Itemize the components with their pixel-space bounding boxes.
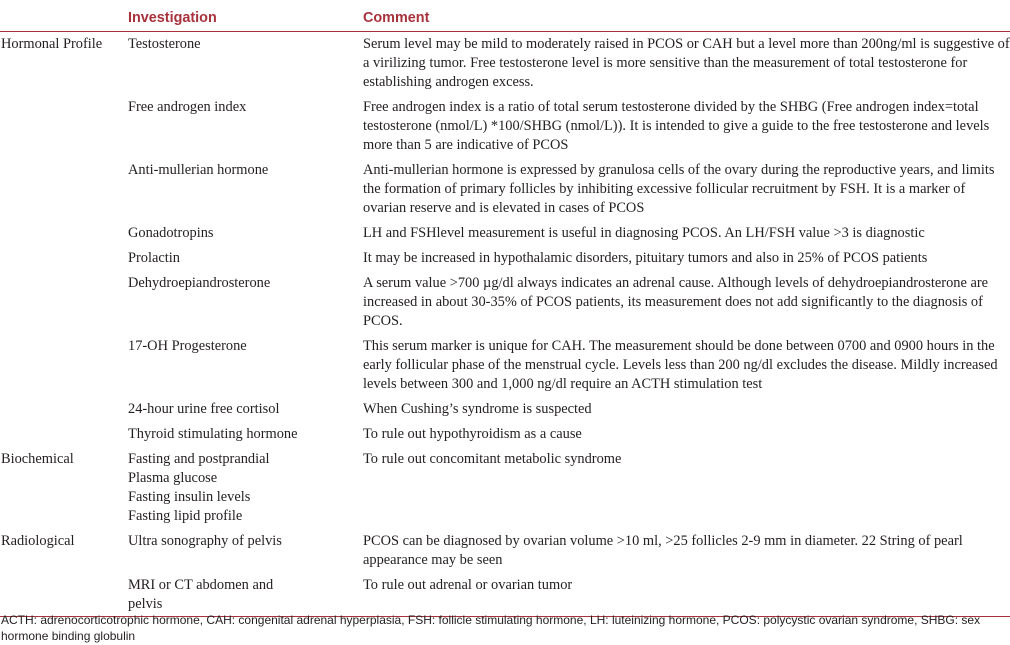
investigation-cell	[128, 573, 363, 617]
category-cell	[0, 158, 128, 221]
investigation-line: Thyroid stimulating hormone	[128, 426, 298, 442]
table-row	[0, 447, 1010, 529]
category-cell	[0, 221, 128, 246]
table-row	[0, 221, 1010, 246]
investigation-cell	[128, 221, 363, 246]
footnote: ACTH: adrenocorticotrophic hormone, CAH: congenital adrenal hyperplasia, FSH: follicle stimulating hormone, LH: luteinizing hormone, PCOS: polycystic ovarian syndrome, SHBG: sex hormone binding globulin	[1, 613, 981, 643]
investigation-line: Ultra sonography of pelvis	[128, 533, 282, 549]
comment-cell: A serum value >700 µg/dl always indicates an adrenal cause. Although levels of dehydroepiandrosterone are increased in about 30-35% of PCOS patients, its measurement does not add significantly to the diagnosis of PCOS.	[363, 275, 989, 329]
table-body	[0, 32, 1010, 617]
investigation-line: Free androgen index	[128, 99, 247, 115]
category-cell	[0, 246, 128, 271]
investigation-line: Gonadotropins	[128, 225, 214, 241]
comment-cell: When Cushing’s syndrome is suspected	[363, 401, 592, 417]
table-header-row	[0, 6, 1010, 32]
investigation-cell	[128, 95, 363, 158]
category-cell	[0, 95, 128, 158]
investigation-line: Prolactin	[128, 250, 180, 266]
comment-cell: Serum level may be mild to moderately raised in PCOS or CAH but a level more than 200ng/ml is suggestive of a virilizing tumor. Free testosterone level is more sensitive than the measurement of total testosterone for establishing androgen excess.	[363, 36, 1010, 90]
category-cell	[0, 271, 128, 334]
category-cell	[0, 422, 128, 447]
table-row	[0, 573, 1010, 617]
table-row	[0, 158, 1010, 221]
investigation-line: Anti-mullerian hormone	[128, 162, 269, 178]
category-cell: Radiological	[1, 533, 75, 549]
table-row	[0, 32, 1010, 96]
comment-cell: PCOS can be diagnosed by ovarian volume >10 ml, >25 follicles 2-9 mm in diameter. 22 String of pearl appearance may be seen	[363, 533, 963, 568]
investigation-line: Testosterone	[128, 36, 201, 52]
table-row	[0, 334, 1010, 397]
table-row	[0, 422, 1010, 447]
table-row	[0, 529, 1010, 573]
comment-cell: To rule out adrenal or ovarian tumor	[363, 573, 1010, 617]
investigation-line: Fasting insulin levels	[128, 489, 251, 505]
table-row	[0, 271, 1010, 334]
investigation-cell	[128, 271, 363, 334]
comment-cell: It may be increased in hypothalamic disorders, pituitary tumors and also in 25% of PCOS patients	[363, 250, 928, 266]
category-cell	[0, 334, 128, 397]
table-row	[0, 95, 1010, 158]
header-category	[0, 6, 128, 32]
investigation-line: MRI or CT abdomen and	[128, 577, 274, 593]
investigation-cell	[128, 32, 363, 96]
comment-cell: To rule out concomitant metabolic syndrome	[363, 451, 622, 467]
comment-cell: This serum marker is unique for CAH. The measurement should be done between 0700 and 0900 hours in the early follicular phase of the menstrual cycle. Levels less than 200 ng/dl excludes the disease. Mildly increased levels between 300 and 1,000 ng/dl require an ACTH stimulation test	[363, 338, 998, 392]
investigation-cell	[128, 397, 363, 422]
investigation-line: 17-OH Progesterone	[128, 338, 247, 354]
investigation-line: Fasting lipid profile	[128, 508, 243, 524]
category-cell: Biochemical	[1, 451, 74, 467]
investigation-line: 24-hour urine free cortisol	[128, 401, 280, 417]
table-row	[0, 246, 1010, 271]
investigation-cell	[128, 529, 363, 573]
investigation-line: Fasting and postprandial	[128, 451, 270, 467]
category-cell: Hormonal Profile	[1, 36, 103, 52]
category-cell	[0, 573, 128, 617]
investigation-cell	[128, 334, 363, 397]
header-investigation: Investigation	[128, 6, 363, 32]
investigation-cell	[128, 447, 363, 529]
investigation-cell	[128, 246, 363, 271]
table-row	[0, 397, 1010, 422]
investigation-cell	[128, 158, 363, 221]
header-comment: Comment	[363, 6, 1010, 32]
investigation-line: Dehydroepiandrosterone	[128, 275, 271, 291]
comment-cell: LH and FSHlevel measurement is useful in diagnosing PCOS. An LH/FSH value >3 is diagnostic	[363, 225, 925, 241]
comment-cell: Free androgen index is a ratio of total serum testosterone divided by the SHBG (Free androgen index=total testosterone (nmol/L) *100/SHBG (nmol/L)). It is intended to give a guide to the free testosterone and levels more than 5 are indicative of PCOS	[363, 99, 990, 153]
comment-cell: To rule out hypothyroidism as a cause	[363, 426, 582, 442]
investigation-line: pelvis	[128, 596, 163, 612]
investigations-table	[0, 6, 1010, 617]
investigation-line: Plasma glucose	[128, 470, 218, 486]
category-cell	[0, 397, 128, 422]
comment-cell: Anti-mullerian hormone is expressed by granulosa cells of the ovary during the reproductive years, and limits the formation of primary follicles by inhibiting excessive follicular recruitment by FSH. It is a marker of ovarian reserve and is elevated in cases of PCOS	[363, 162, 995, 216]
investigation-cell	[128, 422, 363, 447]
